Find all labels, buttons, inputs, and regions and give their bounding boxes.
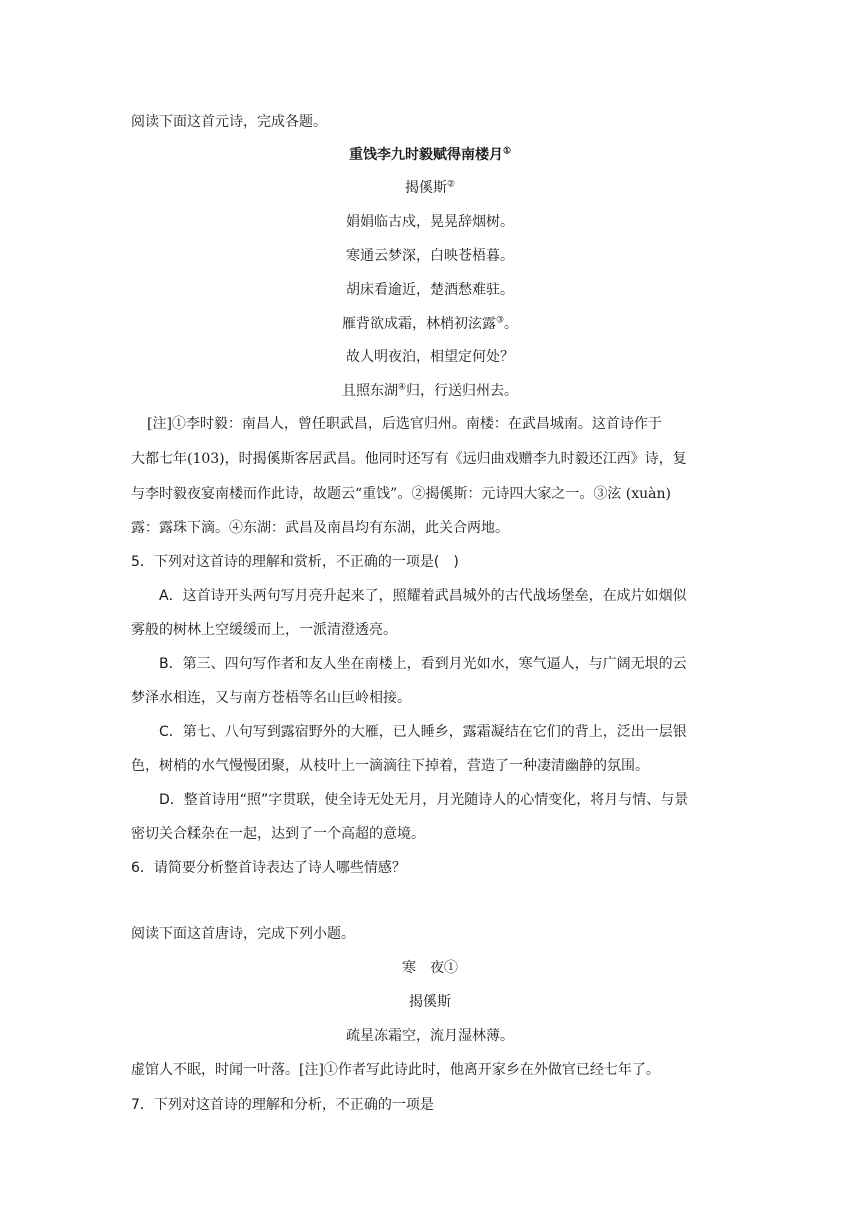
poem-line-4-text: 雁背欲成霜，林梢初泫露 <box>341 316 496 332</box>
poem-title-footnote-mark: ① <box>502 146 512 157</box>
poem-line-6-footnote-mark: ④ <box>397 382 407 393</box>
question-5-option-b-line-2[interactable]: 梦泽水相连，又与南方苍梧等名山巨岭相接。 <box>131 690 411 706</box>
poem-line-3: 胡床看逾近，楚酒愁难驻。 <box>346 282 514 298</box>
poem-2-author: 揭傒斯 <box>409 994 451 1010</box>
poem-notes-line-2: 大都七年(103)，时揭傒斯客居武昌。他同时还写有《远归曲戏赠李九时毅还江西》诗，复 <box>131 451 687 467</box>
poem-line-6 <box>0 381 860 401</box>
poem-line-2: 寒通云梦深，白映苍梧暮。 <box>346 248 514 264</box>
poem-line-6-end: 归，行送归州去。 <box>406 383 519 399</box>
question-6-stem: 6．请简要分析整首诗表达了诗人哪些情感？ <box>131 860 406 876</box>
section-2-intro: 阅读下面这首唐诗，完成下列小题。 <box>131 926 355 942</box>
question-5-option-c-line-1[interactable]: C．第七、八句写到露宿野外的大雁，已人睡乡，露霜凝结在它们的背上，泛出一层银 <box>159 724 687 740</box>
poem-author <box>0 178 860 198</box>
question-5-option-d-line-1[interactable]: D．整首诗用“照”字贯联，使全诗无处无月，月光随诗人的心情变化，将月与情、与景 <box>159 792 689 808</box>
question-5-option-a-line-1[interactable]: A．这首诗开头两句写月亮升起来了，照耀着武昌城外的古代战场堡垒，在成片如烟似 <box>159 588 687 604</box>
question-5-option-b-line-1[interactable]: B．第三、四句写作者和友人坐在南楼上，看到月光如水，寒气逼人，与广阔无垠的云 <box>159 656 687 672</box>
poem-2-title: 寒 夜① <box>402 960 458 976</box>
question-5-option-c-line-2[interactable]: 色，树梢的水气慢慢团聚，从枝叶上一滴滴往下掉着，营造了一种凄清幽静的氛围。 <box>131 758 649 774</box>
section-1-intro: 阅读下面这首元诗，完成各题。 <box>131 114 327 130</box>
poem-notes-line-4: 露：露珠下滴。④东湖：武昌及南昌均有东湖，此关合两地。 <box>131 520 509 536</box>
poem-2-line-2-with-note: 虚馆人不眠，时闻一叶落。[注]①作者写此诗此时，他离开家乡在外做官已经七年了。 <box>131 1062 660 1078</box>
poem-line-6-text: 且照东湖 <box>341 383 398 399</box>
question-7-stem: 7．下列对这首诗的理解和分析，不正确的一项是 <box>131 1097 434 1113</box>
poem-line-4-end: 。 <box>504 316 519 332</box>
question-5-stem: 5．下列对这首诗的理解和赏析，不正确的一项是( ) <box>131 554 459 570</box>
poem-notes-line-1: [注]①李时毅：南昌人，曾任职武昌，后选官归州。南楼：在武昌城南。这首诗作于 <box>147 416 662 432</box>
poem-title <box>0 145 860 165</box>
poem-line-4 <box>0 314 860 334</box>
poem-line-5: 故人明夜泊，相望定何处？ <box>346 349 514 365</box>
question-5-option-a-line-2[interactable]: 雾般的树林上空缓缓而上，一派清澄透亮。 <box>131 622 397 638</box>
poem-author-footnote-mark: ② <box>446 179 456 190</box>
poem-notes-line-3: 与李时毅夜宴南楼而作此诗，故题云“重饯”。②揭傒斯：元诗四大家之一。③泫 (xuàn) <box>131 486 671 502</box>
poem-line-4-footnote-mark: ③ <box>495 315 505 326</box>
question-5-option-d-line-2[interactable]: 密切关合糅杂在一起，达到了一个高超的意境。 <box>131 826 425 842</box>
poem-author-text: 揭傒斯 <box>404 180 447 196</box>
poem-title-text: 重饯李九时毅赋得南楼月 <box>348 147 503 163</box>
poem-2-line-1: 疏星冻霜空，流月湿林薄。 <box>346 1028 514 1044</box>
poem-line-1: 娟娟临古戍，晃晃辞烟树。 <box>346 214 514 230</box>
